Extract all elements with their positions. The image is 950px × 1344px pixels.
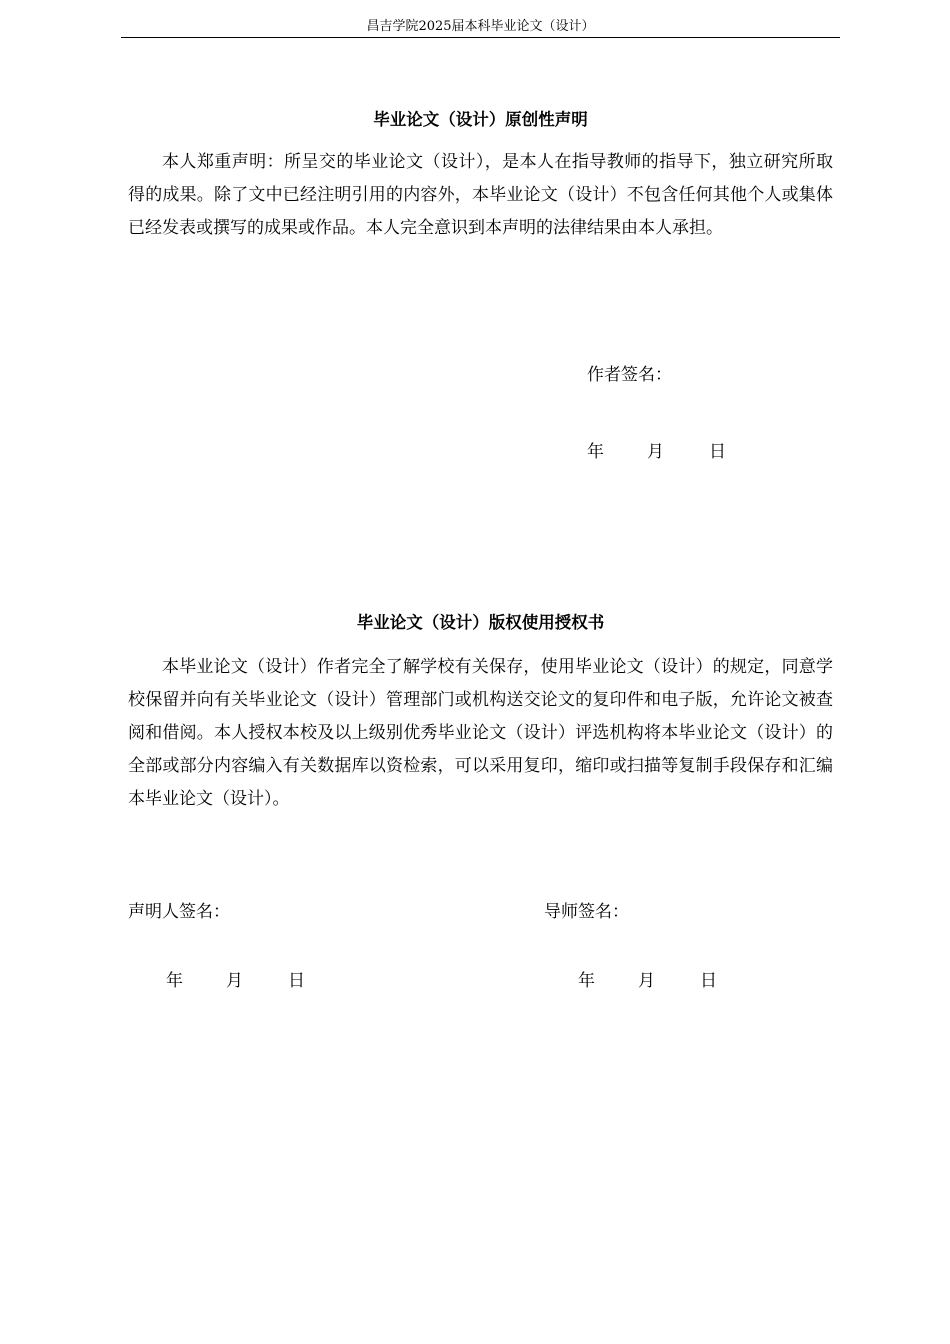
running-header: 昌吉学院2025届本科毕业论文（设计） [366, 19, 595, 34]
date-day: 日 [709, 442, 726, 462]
date-year: 年 [578, 971, 595, 991]
authorization-body: 本毕业论文（设计）作者完全了解学校有关保存，使用毕业论文（设计）的规定，同意学校保留并向有关毕业论文（设计）管理部门或机构送交论文的复印件和电子版，允许论文被查阅和借阅。本人授权本校及以上级别优秀毕业论文（设计）评选机构将本毕业论文（设计）的全部或部分内容编入有关数据库以资检索，可以采用复印，缩印或扫描等复制手段保存和汇编本毕业论文（设计）。 [128, 657, 833, 809]
date-month: 月 [226, 971, 243, 991]
supervisor-date [578, 969, 717, 993]
authorization-title: 毕业论文（设计）版权使用授权书 [356, 613, 605, 632]
originality-body: 本人郑重声明：所呈交的毕业论文（设计），是本人在指导教师的指导下，独立研究所取得的成果。除了文中已经注明引用的内容外，本毕业论文（设计）不包含任何其他个人或集体已经发表或撰写的成果或作品。本人完全意识到本声明的法律结果由本人承担。 [128, 152, 833, 238]
date-month: 月 [647, 442, 664, 462]
date-year: 年 [587, 442, 604, 462]
declarant-signature-label: 声明人签名： [128, 902, 230, 922]
date-day: 日 [288, 971, 305, 991]
originality-date [587, 440, 726, 464]
supervisor-signature-label: 导师签名： [544, 902, 629, 922]
header-rule [121, 37, 840, 38]
date-day: 日 [700, 971, 717, 991]
author-signature-label: 作者签名： [587, 365, 672, 385]
date-month: 月 [638, 971, 655, 991]
declarant-date [166, 969, 305, 993]
originality-title: 毕业论文（设计）原创性声明 [373, 110, 588, 129]
date-year: 年 [166, 971, 183, 991]
